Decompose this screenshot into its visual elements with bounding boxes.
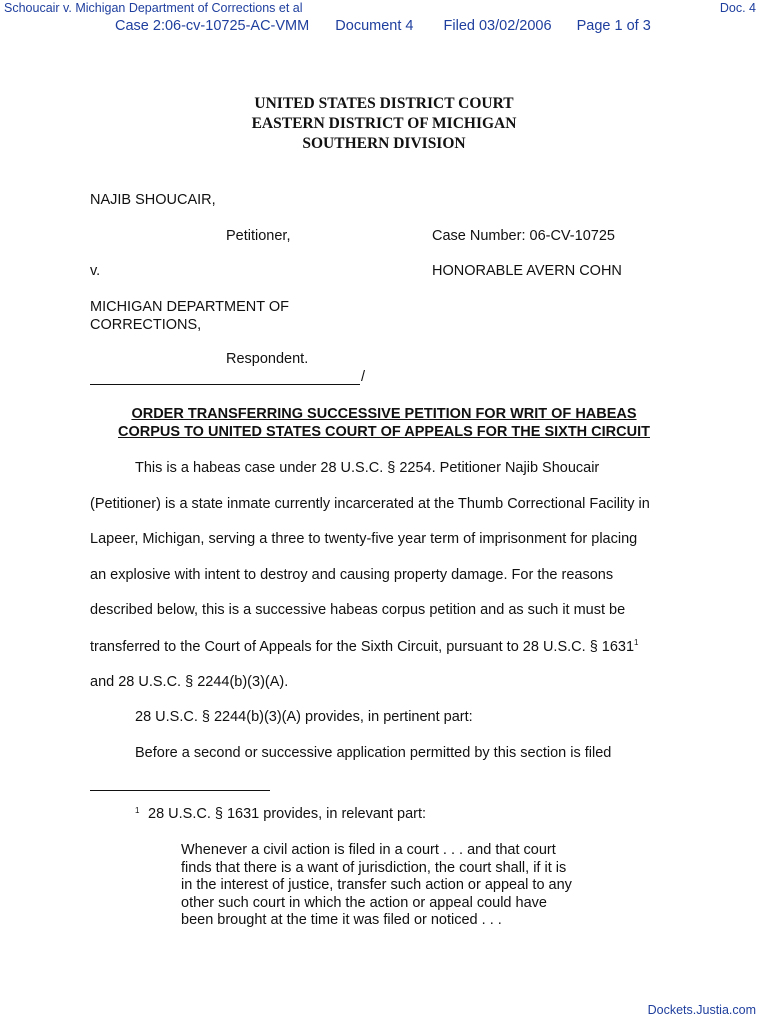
doc-number-link[interactable]: Doc. 4 xyxy=(719,1,756,15)
quote-line: finds that there is a want of jurisdiction, the court shall, if it is xyxy=(181,859,567,876)
footnote-reference: 1 xyxy=(634,638,639,647)
petitioner-name: NAJIB SHOUCAIR, xyxy=(90,192,216,208)
case-number: Case Number: 06-CV-10725 xyxy=(432,228,615,244)
body-line xyxy=(90,638,639,655)
respondent-name-line1: MICHIGAN DEPARTMENT OF xyxy=(90,299,289,315)
body-paragraph-2: 28 U.S.C. § 2244(b)(3)(A) provides, in pertinent part: xyxy=(135,709,473,725)
quote-line: been brought at the time it was filed or noticed . . . xyxy=(181,912,502,929)
footnote-intro: 28 U.S.C. § 1631 provides, in relevant part: xyxy=(148,806,427,822)
case-reference: Case 2:06-cv-10725-AC-VMM xyxy=(115,18,310,34)
caption-slash: / xyxy=(361,369,366,385)
quote-line: in the interest of justice, transfer such action or appeal to any xyxy=(181,877,572,894)
body-line: an explosive with intent to destroy and causing property damage. For the reasons xyxy=(90,567,614,583)
petitioner-role: Petitioner, xyxy=(226,228,291,244)
court-division: SOUTHERN DIVISION xyxy=(302,135,466,152)
page-indicator: Page 1 of 3 xyxy=(576,18,651,34)
order-title xyxy=(0,405,768,441)
justia-footer-link[interactable]: Dockets.Justia.com xyxy=(647,1003,756,1017)
caption-rule xyxy=(90,384,360,385)
versus: v. xyxy=(90,263,101,279)
body-line: Lapeer, Michigan, serving a three to twenty-five year term of imprisonment for placing xyxy=(90,531,638,547)
court-name: UNITED STATES DISTRICT COURT xyxy=(254,95,514,112)
body-line: (Petitioner) is a state inmate currently incarcerated at the Thumb Correctional Facility in xyxy=(90,496,650,512)
judge-name: HONORABLE AVERN COHN xyxy=(432,263,622,279)
body-line: This is a habeas case under 28 U.S.C. § 2254. Petitioner Najib Shoucair xyxy=(135,460,600,476)
document-number: Document 4 xyxy=(335,18,414,34)
respondent-role: Respondent. xyxy=(226,351,309,367)
body-paragraph-3: Before a second or successive application permitted by this section is filed xyxy=(135,745,612,761)
filed-date: Filed 03/02/2006 xyxy=(443,18,552,34)
filing-header xyxy=(115,18,651,34)
order-title-line2: CORPUS TO UNITED STATES COURT OF APPEALS FOR THE SIXTH CIRCUIT xyxy=(118,424,650,440)
order-title-line1: ORDER TRANSFERRING SUCCESSIVE PETITION FOR WRIT OF HABEAS xyxy=(131,406,637,422)
footnote-quote xyxy=(181,842,572,930)
body-line-text: transferred to the Court of Appeals for the Sixth Circuit, pursuant to 28 U.S.C. § 1631 xyxy=(90,638,635,655)
court-heading xyxy=(0,94,768,154)
quote-line: other such court in which the action or appeal could have xyxy=(181,894,547,911)
quote-line: Whenever a civil action is filed in a court . . . and that court xyxy=(181,842,556,858)
respondent-name-line2: CORRECTIONS, xyxy=(90,317,202,333)
footnote-separator xyxy=(90,790,270,791)
body-line: described below, this is a successive habeas corpus petition and as such it must be xyxy=(90,602,626,618)
footnote-marker: 1 xyxy=(135,806,140,815)
court-district: EASTERN DISTRICT OF MICHIGAN xyxy=(251,115,517,132)
case-caption-link[interactable]: Schoucair v. Michigan Department of Corrections et al xyxy=(4,1,303,15)
body-line: and 28 U.S.C. § 2244(b)(3)(A). xyxy=(90,674,289,690)
